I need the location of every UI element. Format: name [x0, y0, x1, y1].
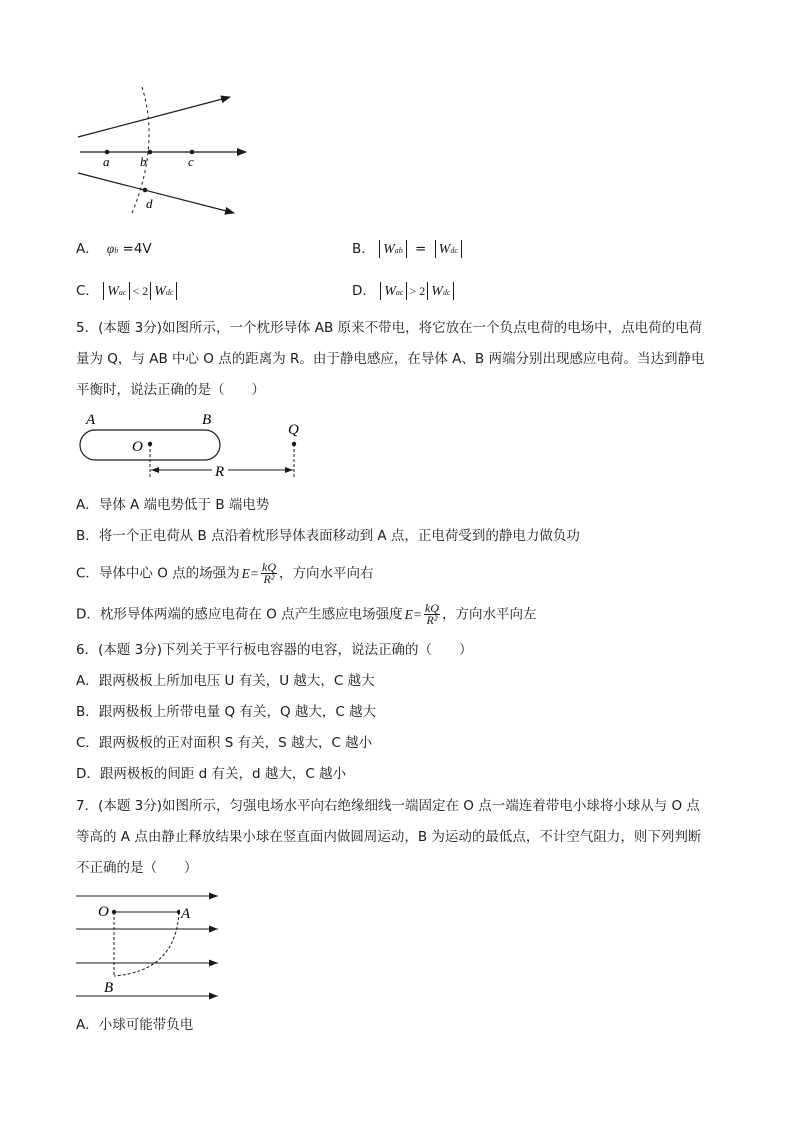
- q5-stem-line1: 5．(本题 3分)如图所示，一个枕形导体 AB 原来不带电，将它放在一个负点电荷的电场中，点电荷的电荷: [76, 320, 703, 336]
- label-O: O: [132, 439, 143, 455]
- field-line-upper: [78, 97, 230, 137]
- q7-stem-line2: 等高的 A 点由静止释放结果小球在竖直面内做圆周运动，B 为运动的最低点，不计空气阻力，则下列判断: [76, 829, 702, 845]
- q6-stem: 6．(本题 3分)下列关于平行板电容器的电容，说法正确的（ ）: [76, 642, 473, 658]
- q5-option-b: B．将一个正电荷从 B 点沿着枕形导体表面移动到 A 点，正电荷受到的静电力做负功: [76, 528, 580, 544]
- q7-option-a: A．小球可能带负电: [76, 1017, 194, 1033]
- label-O: O: [98, 904, 109, 920]
- label-a: a: [103, 154, 110, 169]
- q6-option-d: D．跟两极板的间距 d 有关，d 越大，C 越小: [76, 766, 347, 782]
- equipotential-arc: [132, 87, 149, 213]
- q6-option-b: B．跟两极板上所带电量 Q 有关，Q 越大，C 越大: [76, 704, 377, 720]
- q6-option-c: C．跟两极板的正对面积 S 有关，S 越大，C 越小: [76, 735, 373, 751]
- point-O: [112, 910, 116, 914]
- q5-stem-line3: 平衡时，说法正确的是（ ）: [76, 382, 265, 398]
- figure-uniform-field: [72, 886, 232, 1006]
- q6-option-a: A．跟两极板上所加电压 U 有关，U 越大，C 越大: [76, 673, 375, 689]
- q4-option-a: A． φb =4V: [76, 241, 152, 257]
- label-R: R: [215, 464, 225, 480]
- q4-option-b: B． Wab = Wdc: [352, 239, 462, 259]
- label-B: B: [202, 412, 212, 428]
- figure-field-lines: [70, 85, 260, 225]
- label-b: b: [140, 154, 147, 169]
- figure-pillow-conductor: [72, 408, 312, 488]
- point-d: [143, 188, 148, 193]
- q7-stem-line3: 不正确的是（ ）: [76, 860, 198, 876]
- q5-option-c: C．导体中心 O 点的场强为 E= $\frac{kQ}{\text{R²}}$ ，方向水平向右: [76, 560, 374, 586]
- q4-option-d: D． Wac > 2 Wdc: [352, 281, 454, 301]
- label-d: d: [146, 196, 153, 211]
- field-line-lower: [78, 173, 234, 213]
- trajectory-arc: [114, 912, 179, 976]
- q4-option-c: C． Wac < 2 Wdc: [76, 281, 177, 301]
- label-A: A: [181, 906, 191, 922]
- label-A: A: [86, 412, 96, 428]
- label-Q: Q: [288, 422, 299, 438]
- q5-option-d: D．枕形导体两端的感应电荷在 O 点产生感应电场强度 E= $\frac{kQ}{\text{R²}}$ ，方向水平向左: [76, 601, 537, 627]
- label-c: c: [188, 154, 194, 169]
- q7-stem-line1: 7．(本题 3分)如图所示，匀强电场水平向右绝缘细线一端固定在 O 点一端连着带电小球将小球从与 O 点: [76, 798, 700, 814]
- q5-option-a: A．导体 A 端电势低于 B 端电势: [76, 497, 270, 513]
- label-B: B: [104, 980, 114, 996]
- q5-stem-line2: 量为 Q，与 AB 中心 O 点的距离为 R。由于静电感应，在导体 A、B 两端分别出现感应电荷。当达到静电: [76, 351, 705, 367]
- point-b: [148, 150, 153, 155]
